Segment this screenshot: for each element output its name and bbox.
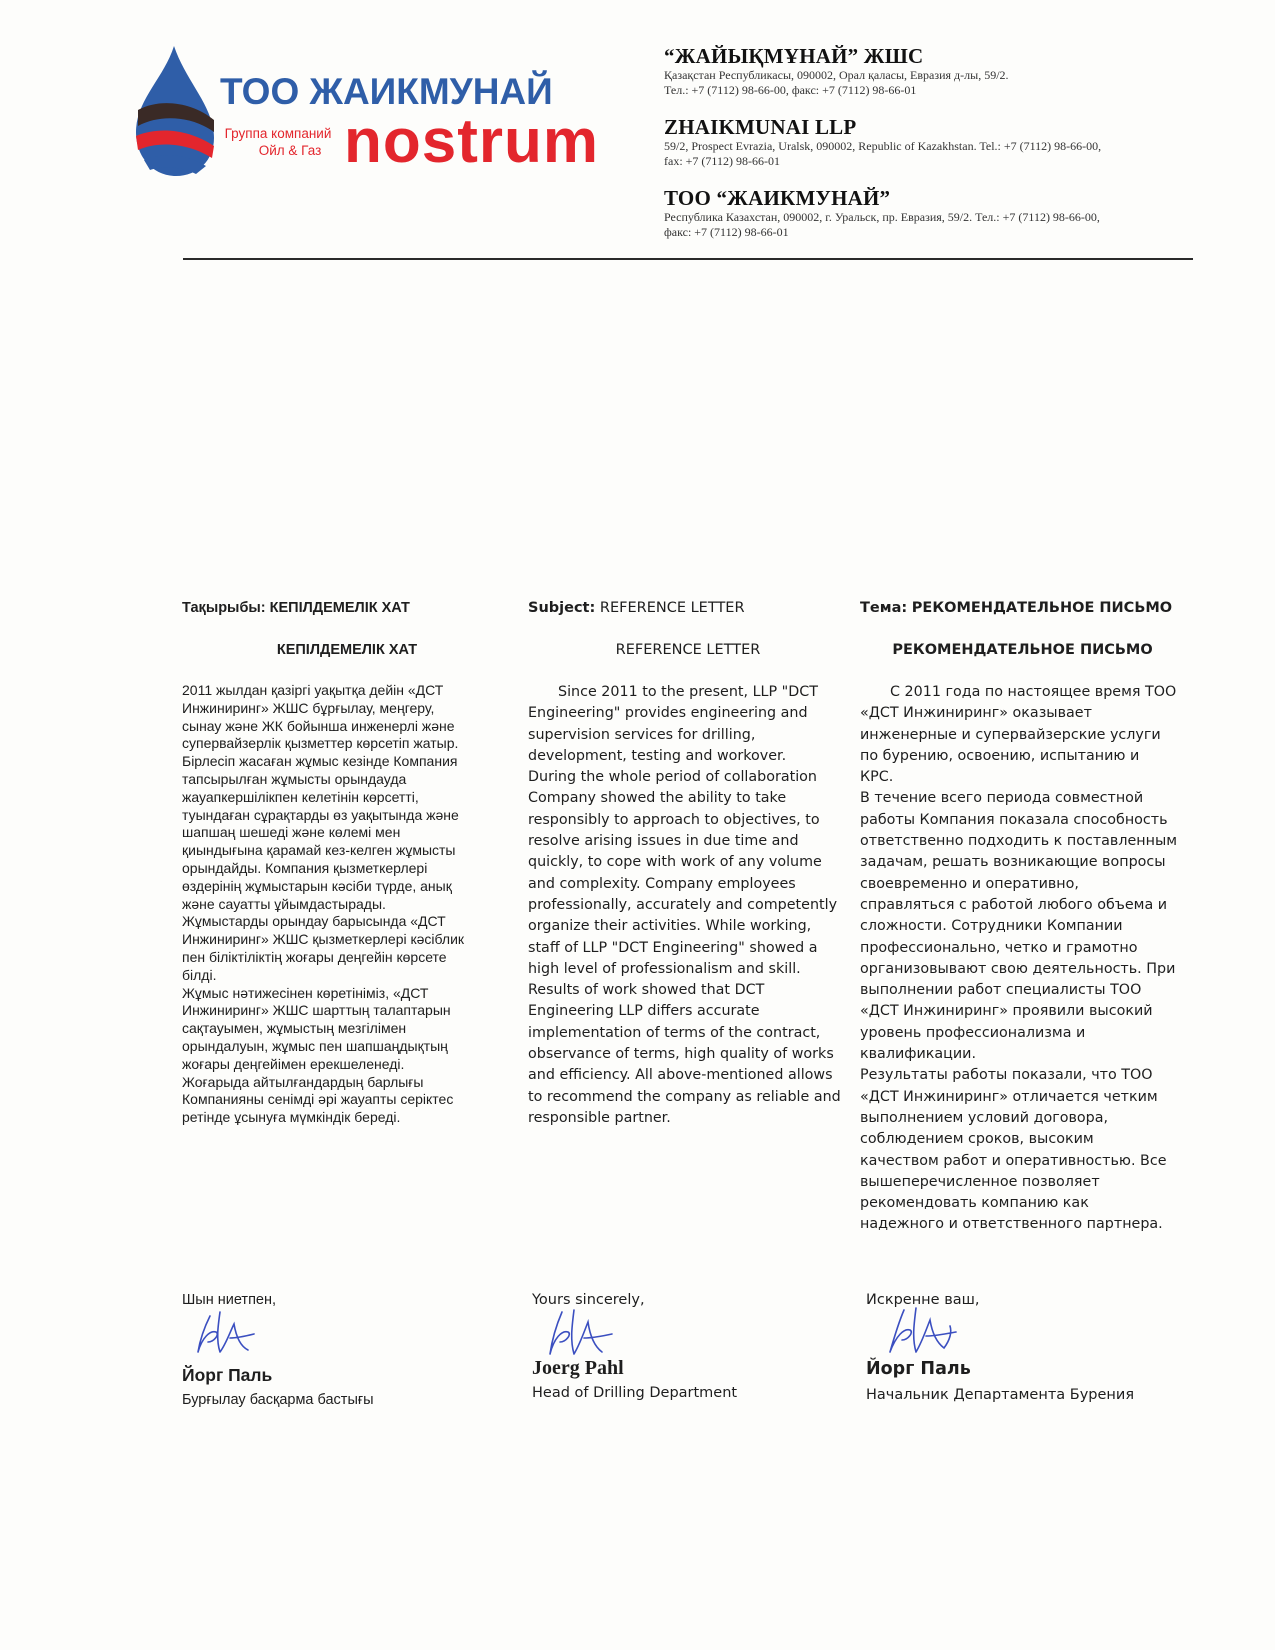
logo-group-line2: Ойл & Газ xyxy=(258,143,322,158)
body-line: С 2011 года по настоящее время ТОО xyxy=(890,684,1177,700)
signer-name-en: Joerg Pahl xyxy=(532,1357,624,1379)
body-line: high level of professionalism and skill. xyxy=(528,960,801,977)
letterhead-kz xyxy=(664,44,1184,98)
company-logo xyxy=(130,40,655,180)
logo-company-name: ТОО ЖАИКМУНАЙ xyxy=(220,71,553,112)
letterhead-kz-phone: Тел.: +7 (7112) 98-66-00, факс: +7 (7112) 98-66-01 xyxy=(664,83,917,97)
letterhead-en-address: 59/2, Prospect Evrazia, Uralsk, 090002, Republic of Kazakhstan. Tel.: +7 (7112) 98-66-00, xyxy=(664,139,1102,153)
body-line: development, testing and workover. xyxy=(528,747,787,764)
body-line: қиындығына қарамай кез-келген жұмысты xyxy=(182,842,456,859)
body-line: работы Компания показала способность xyxy=(860,811,1168,828)
body-line: Results of work showed that DCT xyxy=(528,982,765,999)
body-line: жауапкершілікпен келетінін көрсетті, xyxy=(182,788,419,805)
body-line: надежного и ответственного партнера. xyxy=(860,1216,1163,1233)
body-line: «ДСТ Инжиниринг» оказывает xyxy=(860,705,1092,722)
body-line: инженерные и супервайзерские услуги xyxy=(860,726,1161,743)
body-line: Engineering" provides engineering and xyxy=(528,705,808,722)
letterhead-ru-fax: факс: +7 (7112) 98-66-01 xyxy=(664,225,789,239)
body-line: выполнении работ специалисты ТОО xyxy=(860,982,1142,999)
signature-en xyxy=(540,1306,630,1360)
body-line: During the whole period of collaboration xyxy=(528,769,817,786)
body-line: «ДСТ Инжиниринг» проявили высокий xyxy=(860,1003,1153,1020)
body-line: Инжиниринг» ЖШС шарттың талаптарын xyxy=(182,1002,451,1019)
body-line: качеством работ и оперативностью. Все xyxy=(860,1152,1167,1169)
body-line: орындалуын, жұмыс пен шапшаңдықтың xyxy=(182,1037,448,1054)
closing-kz: Шын ниетпен, xyxy=(182,1292,277,1308)
subject-label: Тақырыбы: xyxy=(182,600,266,616)
body-line: рекомендовать компанию как xyxy=(860,1195,1089,1212)
body-line: своевременно и оперативно, xyxy=(860,875,1079,892)
body-line: КРС. xyxy=(860,769,894,786)
drop-icon xyxy=(136,46,214,176)
body-line: supervision services for drilling, xyxy=(528,726,756,743)
body-line: and efficiency. All above-mentioned allows xyxy=(528,1067,833,1084)
body-line: жоғары деңгейімен ерекшеленеді. xyxy=(182,1055,405,1072)
letterhead-en-fax: fax: +7 (7112) 98-66-01 xyxy=(664,154,780,168)
subject-line xyxy=(528,598,848,618)
body-line: сынау және ЖК бойынша инженерлі және xyxy=(182,717,455,734)
header-divider xyxy=(183,258,1193,260)
body-line: resolve arising issues in due time and xyxy=(528,833,799,850)
body-line: өздерінің жұмыстарын кәсіби түрде, анық xyxy=(182,877,452,894)
subject-label: Тема: xyxy=(860,600,908,616)
signature-kz xyxy=(190,1308,270,1358)
body-line: and complexity. Company employees xyxy=(528,875,796,892)
signer-title-en: Head of Drilling Department xyxy=(532,1385,738,1401)
letterhead-ru xyxy=(664,186,1184,240)
subject-value: РЕКОМЕНДАТЕЛЬНОЕ ПИСЬМО xyxy=(911,600,1173,616)
letter-heading: КЕПІЛДЕМЕЛІК ХАТ xyxy=(276,642,418,658)
body-line: Результаты работы показали, что ТОО xyxy=(860,1067,1153,1084)
body-line: Since 2011 to the present, LLP "DCT xyxy=(558,684,818,700)
closing-ru: Искренне ваш, xyxy=(866,1292,980,1308)
letter-heading: РЕКОМЕНДАТЕЛЬНОЕ ПИСЬМО xyxy=(892,642,1153,658)
body-line: супервайзерлік қызметтер көрсетіп жатыр. xyxy=(182,735,459,752)
body-line: уровень профессионализма и xyxy=(860,1024,1086,1041)
subject-line xyxy=(860,598,1185,618)
body-line: professionally, accurately and competently xyxy=(528,896,838,913)
body-line: Жоғарыда айтылғандардың барлығы xyxy=(182,1073,424,1090)
letter-column-ru xyxy=(860,598,1185,1236)
body-line: туындаған сұрақтарды өз уақытында және xyxy=(182,806,459,823)
signer-name-ru: Йорг Паль xyxy=(866,1359,971,1379)
signer-title-ru: Начальник Департамента Бурения xyxy=(866,1387,1135,1403)
subject-value: КЕПІЛДЕМЕЛІК ХАТ xyxy=(269,600,410,616)
signature-ru xyxy=(880,1304,970,1358)
body-line: responsible partner. xyxy=(528,1109,671,1126)
body-line: выполнением условий договора, xyxy=(860,1109,1109,1126)
subject-line xyxy=(182,598,512,618)
body-line: Жұмыстарды орындау барысында «ДСТ xyxy=(182,913,446,930)
letterhead-en-title: ZHAIKMUNAI LLP xyxy=(664,115,857,139)
body-line: implementation of terms of the contract, xyxy=(528,1024,821,1041)
letter-body xyxy=(182,682,512,1127)
body-line: білді. xyxy=(182,966,217,983)
closing-en: Yours sincerely, xyxy=(532,1292,645,1308)
body-line: орындайды. Компания қызметкерлері xyxy=(182,859,428,876)
letterhead-kz-title: “ЖАЙЫҚМҰНАЙ” ЖШС xyxy=(664,44,924,68)
body-line: задачам, решать возникающие вопросы xyxy=(860,854,1166,871)
letterhead-ru-title: ТОО “ЖАИКМУНАЙ” xyxy=(664,186,891,210)
body-line: organize their activities. While working, xyxy=(528,918,812,935)
body-line: quickly, to cope with work of any volume xyxy=(528,854,822,871)
body-line: 2011 жылдан қазіргі уақытқа дейін «ДСТ xyxy=(182,682,444,698)
subject-label: Subject: xyxy=(528,600,596,616)
body-line: по бурению, освоению, испытанию и xyxy=(860,747,1140,764)
logo-group-line1: Группа компаний xyxy=(224,126,332,141)
signer-title-kz: Бурғылау басқарма бастығы xyxy=(182,1392,374,1408)
body-line: Company showed the ability to take xyxy=(528,790,787,807)
letter-column-kz xyxy=(182,598,512,1127)
body-line: профессионально, четко и грамотно xyxy=(860,939,1138,956)
logo-brand: nostrum xyxy=(344,107,599,176)
body-line: Бірлесіп жасаған жұмыс кезінде Компания xyxy=(182,753,458,770)
body-line: ответственно подходить к поставленным xyxy=(860,833,1178,850)
body-line: организовывают свою деятельность. При xyxy=(860,960,1176,977)
subject-value: REFERENCE LETTER xyxy=(599,600,745,616)
body-line: квалификации. xyxy=(860,1046,977,1063)
body-line: ретінде ұсынуға мүмкіндік береді. xyxy=(182,1109,401,1126)
letterhead-en xyxy=(664,115,1184,169)
body-line: observance of terms, high quality of works xyxy=(528,1046,834,1063)
body-line: пен біліктіліктің жоғары деңгейін көрсете xyxy=(182,948,447,965)
body-line: staff of LLP "DCT Engineering" showed a xyxy=(528,939,818,956)
signer-name-kz: Йорг Паль xyxy=(182,1365,273,1385)
letterhead-ru-address: Республика Казахстан, 090002, г. Уральск, пр. Евразия, 59/2. Тел.: +7 (7112) 98-66-00, xyxy=(664,210,1100,224)
body-line: «ДСТ Инжиниринг» отличается четким xyxy=(860,1088,1158,1105)
body-line: responsibly to approach to objectives, to xyxy=(528,811,820,828)
body-line: тапсырылған жұмысты орындауда xyxy=(182,770,407,787)
letter-body xyxy=(860,682,1185,1236)
body-line: соблюдением сроков, высоким xyxy=(860,1131,1094,1148)
letterhead-kz-address: Қазақстан Республикасы, 090002, Орал қаласы, Евразия д-лы, 59/2. xyxy=(664,68,1009,82)
body-line: сақтауымен, жұмыстың мезгілімен xyxy=(182,1020,407,1037)
body-line: Инжиниринг» ЖШС бұрғылау, меңгеру, xyxy=(182,699,435,716)
body-line: В течение всего периода совместной xyxy=(860,790,1144,807)
letter-column-en xyxy=(528,598,848,1129)
body-line: және сауатты ұйымдастырады. xyxy=(182,895,386,912)
body-line: Инжиниринг» ЖШС қызметкерлері кәсіблик xyxy=(182,931,465,948)
body-line: шапшаң шешеді және көлемі мен xyxy=(182,824,401,841)
body-line: Компанияны сенімді әрі жауапты серіктес xyxy=(182,1091,454,1108)
body-line: вышеперечисленное позволяет xyxy=(860,1173,1100,1190)
body-line: to recommend the company as reliable and xyxy=(528,1088,841,1105)
body-line: справляться с работой любого объема и xyxy=(860,896,1168,913)
body-line: Engineering LLP differs accurate xyxy=(528,1003,760,1020)
letter-heading: REFERENCE LETTER xyxy=(615,642,761,658)
body-line: сложности. Сотрудники Компании xyxy=(860,918,1123,935)
letter-body xyxy=(528,682,848,1129)
body-line: Жұмыс нәтижесінен көретініміз, «ДСТ xyxy=(182,984,429,1001)
